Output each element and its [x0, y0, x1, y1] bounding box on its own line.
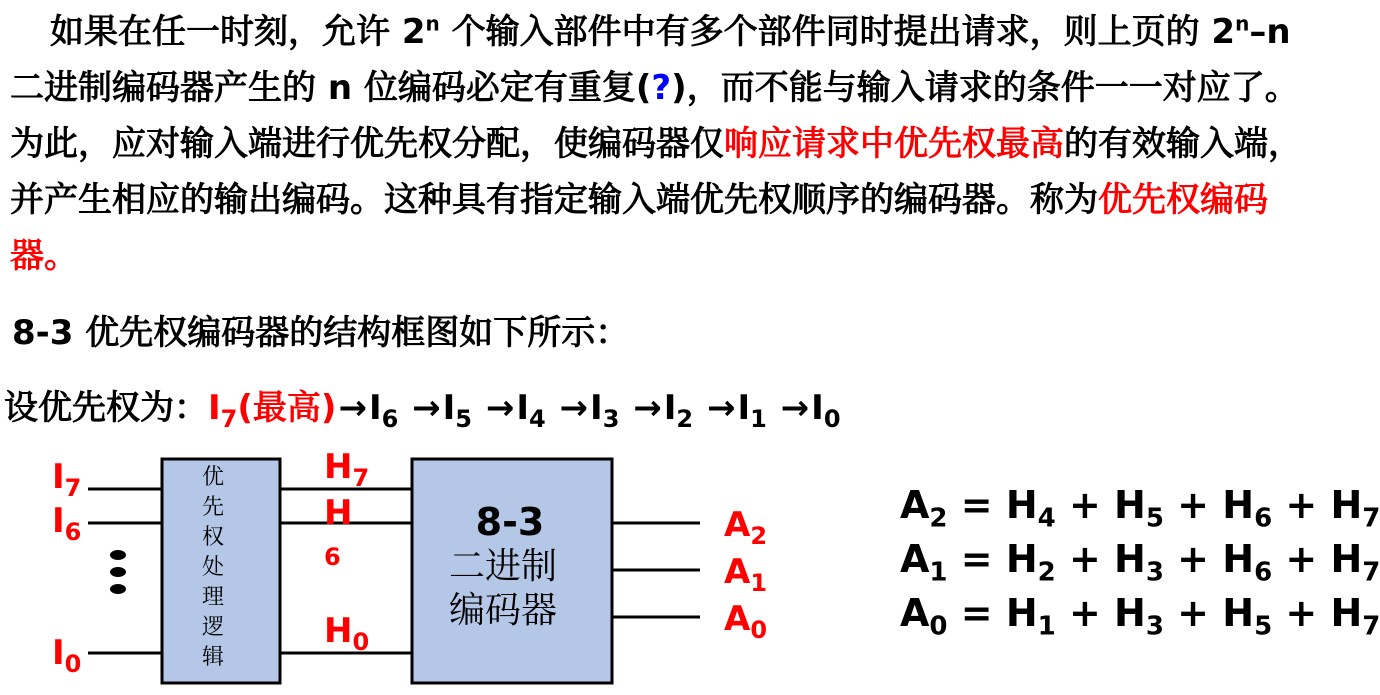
h-label-6-sub: 6 — [324, 543, 341, 571]
encoder-line1: 二进制 — [448, 546, 558, 587]
equation-equals: = — [947, 483, 1006, 527]
priority-arrow: → — [559, 388, 589, 428]
output-equations — [900, 478, 1380, 640]
equation-plus: + — [1163, 483, 1223, 527]
equation-term-sub: 3 — [1145, 611, 1164, 642]
equation-term: H — [1330, 483, 1363, 527]
priority-highest-label: I — [208, 388, 221, 428]
output-label-a1: $A_1$ — [724, 552, 768, 597]
logic-char-4: 处 — [201, 555, 225, 580]
h-label-7: $H_7$ — [324, 447, 370, 492]
priority-item: I — [442, 388, 456, 428]
logic-char-3: 权 — [201, 525, 225, 550]
priority-item-sub: 3 — [602, 404, 620, 433]
priority-highest-note: (最高) — [237, 388, 337, 428]
logic-char-5: 理 — [201, 585, 225, 610]
equation-lhs: A — [900, 483, 930, 527]
equation-term-sub: 6 — [1254, 503, 1273, 534]
priority-arrow: → — [706, 388, 736, 428]
equation-lhs: A — [900, 537, 930, 581]
equation-term: H — [1005, 591, 1038, 635]
para-sup2: n — [1235, 11, 1250, 36]
equation-plus: + — [1163, 591, 1223, 635]
priority-item: I — [516, 388, 529, 428]
ellipsis-dot-3 — [110, 584, 126, 594]
equation-term: H — [1114, 591, 1146, 635]
equation-term-sub: 1 — [1037, 611, 1056, 642]
para-seg3: –n 二进制编码器产生的 n 位编码必定有重复( — [10, 12, 1291, 108]
equation-term: H — [1222, 591, 1255, 635]
priority-item-sub: 1 — [750, 404, 767, 433]
equation-term: H — [1330, 537, 1363, 581]
equation-plus: + — [1272, 537, 1331, 581]
logic-char-1: 优 — [201, 465, 225, 490]
equation-term-sub: 2 — [1037, 557, 1056, 588]
equation-lhs-sub: 1 — [929, 557, 948, 588]
input-label-i0: $I_0$ — [52, 633, 82, 678]
equation-plus: + — [1272, 591, 1331, 635]
equation-term-sub: 6 — [1254, 557, 1273, 588]
para-highlight-1: 响应请求中优先权最高 — [724, 124, 1064, 164]
input-label-i7: $I_7$ — [52, 457, 82, 502]
para-seg2: 个输入部件中有多个部件同时提出请求，则上页的 2 — [439, 12, 1236, 52]
equation-term: H — [1114, 483, 1146, 527]
equation-term: H — [1222, 483, 1255, 527]
equation-plus: + — [1055, 483, 1115, 527]
para-seg4: )，而不能与输入请求的条件一一对应了。为此，应对输入端进行优先权分配，使编码器仅 — [10, 68, 1299, 164]
equation-term-sub: 5 — [1145, 503, 1164, 534]
equation-plus: + — [1163, 537, 1223, 581]
priority-item: I — [737, 388, 751, 428]
para-highlight-2: 优先权编码器。 — [10, 180, 1268, 276]
priority-item-sub: 6 — [381, 404, 399, 433]
equation-term-sub: 7 — [1362, 503, 1380, 534]
equation-term-sub: 7 — [1362, 557, 1380, 588]
equation-row — [900, 532, 1380, 586]
encoder-line2: 编码器 — [448, 590, 558, 631]
ellipsis-dot-1 — [110, 550, 126, 560]
priority-highest — [208, 388, 337, 433]
priority-item-sub: 5 — [455, 404, 472, 433]
equation-term-sub: 5 — [1254, 611, 1273, 642]
priority-arrow: → — [633, 388, 662, 428]
intro-paragraph — [10, 4, 1310, 284]
h-label-0: $H_0$ — [324, 611, 370, 656]
output-label-a0: $A_0$ — [724, 599, 768, 644]
priority-arrow: → — [338, 388, 367, 428]
priority-item: I — [368, 388, 382, 428]
equation-plus: + — [1055, 591, 1115, 635]
equation-term: H — [1114, 537, 1146, 581]
priority-item-sub: 2 — [676, 404, 694, 433]
priority-order — [4, 380, 841, 433]
equation-row — [900, 586, 1380, 640]
equation-lhs-sub: 0 — [929, 611, 948, 642]
h-label-6: H — [324, 493, 353, 533]
output-label-a2: $A_2$ — [724, 505, 768, 550]
equation-term: H — [1005, 537, 1038, 581]
input-label-i6: $I_6$ — [52, 501, 82, 546]
equation-term: H — [1330, 591, 1363, 635]
priority-arrow: → — [780, 388, 810, 428]
equation-term-sub: 4 — [1037, 503, 1056, 534]
equation-term-sub: 7 — [1362, 611, 1380, 642]
priority-arrow: → — [412, 388, 441, 428]
equation-lhs: A — [900, 591, 930, 635]
section-heading: 8-3 优先权编码器的结构框图如下所示： — [12, 313, 630, 353]
para-seg5: 的有效输入端，并产生相应的输出编码。这种具有指定输入端优先权顺序的编码器。称为 — [10, 124, 1302, 220]
equation-row — [900, 478, 1380, 532]
equation-plus: + — [1055, 537, 1115, 581]
priority-item: I — [590, 388, 603, 428]
priority-arrow: → — [485, 388, 515, 428]
logic-char-7: 辑 — [201, 645, 225, 670]
priority-highest-sub: 7 — [220, 404, 238, 433]
priority-prefix: 设优先权为： — [4, 388, 208, 428]
equation-term-sub: 3 — [1145, 557, 1164, 588]
logic-char-6: 逻 — [201, 615, 225, 640]
para-seg1: 如果在任一时刻，允许 2 — [50, 12, 426, 52]
encoder-title: 8-3 — [475, 500, 545, 544]
equation-plus: + — [1272, 483, 1331, 527]
para-sup1: n — [425, 11, 440, 36]
logic-char-2: 先 — [201, 495, 225, 520]
priority-item: I — [811, 388, 824, 428]
ellipsis-dot-2 — [110, 567, 126, 577]
equation-equals: = — [947, 537, 1006, 581]
equation-equals: = — [947, 591, 1006, 635]
question-mark: ? — [651, 68, 672, 108]
priority-item-sub: 0 — [823, 404, 841, 433]
equation-term: H — [1005, 483, 1038, 527]
equation-term: H — [1222, 537, 1255, 581]
priority-item: I — [663, 388, 677, 428]
priority-item-sub: 4 — [529, 404, 546, 433]
priority-logic-label — [202, 465, 224, 670]
equation-lhs-sub: 2 — [929, 503, 948, 534]
priority-chain — [336, 388, 841, 433]
